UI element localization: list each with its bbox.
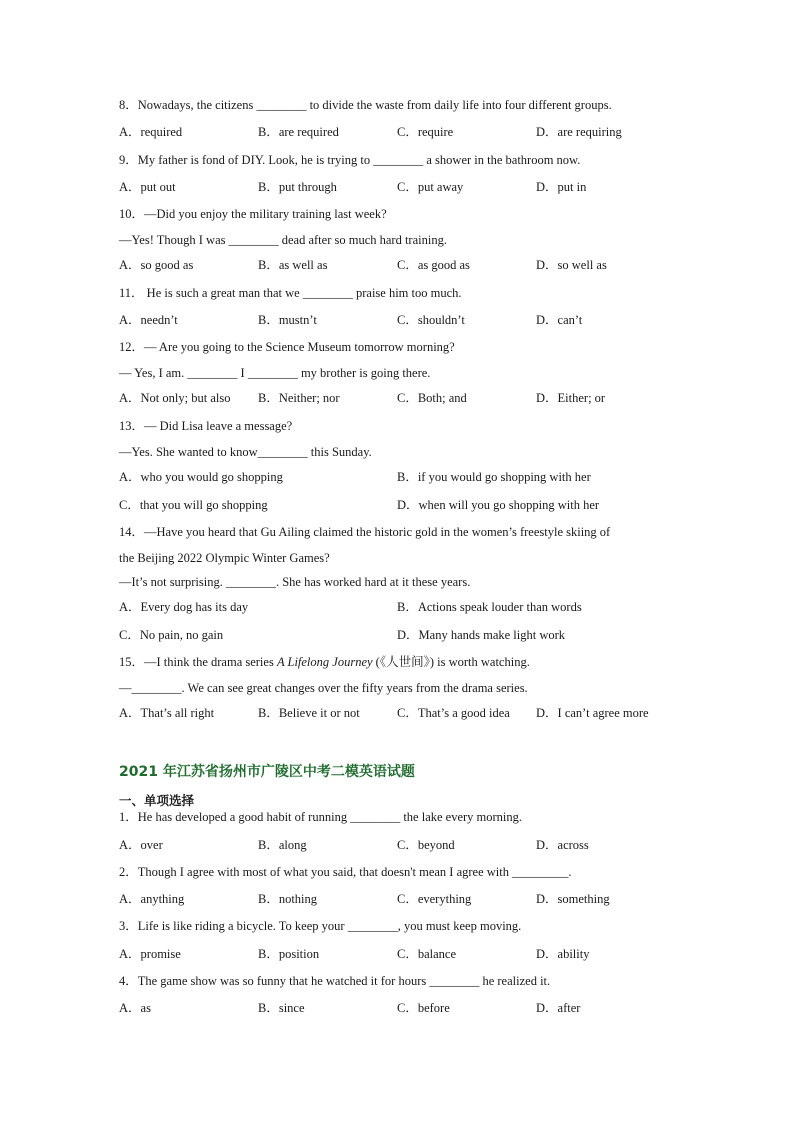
option-a: A．who you would go shopping xyxy=(119,470,283,484)
question-3-stem: 3．Life is like riding a bicycle. To keep your ________, you must keep moving. xyxy=(119,919,522,933)
option-b: B．Actions speak louder than words xyxy=(397,600,582,614)
option-a: A．Every dog has its day xyxy=(119,600,249,614)
question-14-reply: —It’s not surprising. ________. She has worked hard at it these years. xyxy=(119,575,471,589)
question-14-stem-continued: the Beijing 2022 Olympic Winter Games? xyxy=(119,551,330,565)
question-2-stem: 2．Though I agree with most of what you said, that doesn't mean I agree with _________. xyxy=(119,865,572,879)
question-12-stem: 12．— Are you going to the Science Museum tomorrow morning? xyxy=(119,340,455,354)
option-c: C．that you will go shopping xyxy=(119,498,268,512)
option-b: B．Believe it or not xyxy=(258,706,360,720)
option-c: C．Both; and xyxy=(397,391,467,405)
question-4-options xyxy=(119,1000,679,1016)
option-b: B．as well as xyxy=(258,258,328,272)
question-14-options-row1 xyxy=(119,599,679,615)
question-1-options xyxy=(119,837,679,853)
option-a: A．required xyxy=(119,125,183,139)
question-4-stem: 4．The game show was so funny that he watched it for hours ________ he realized it. xyxy=(119,974,551,988)
option-a: A．put out xyxy=(119,180,176,194)
option-d: D．something xyxy=(536,892,610,906)
question-15-stem-end: (《人世间》) is worth watching. xyxy=(372,655,530,669)
option-a: A．anything xyxy=(119,892,185,906)
option-a: A．That’s all right xyxy=(119,706,215,720)
option-d: D．so well as xyxy=(536,258,607,272)
option-a: A．as xyxy=(119,1001,151,1015)
question-13-reply: —Yes. She wanted to know________ this Sunday. xyxy=(119,445,372,459)
question-9-options xyxy=(119,179,679,195)
option-c: C．shouldn’t xyxy=(397,313,465,327)
question-12-options xyxy=(119,390,679,406)
question-2-options xyxy=(119,891,679,907)
option-b: B．position xyxy=(258,947,320,961)
option-d: D．ability xyxy=(536,947,590,961)
option-c: C．as good as xyxy=(397,258,470,272)
exam-title: 2021 年江苏省扬州市广陵区中考二模英语试题 xyxy=(119,764,415,780)
option-d: D．Many hands make light work xyxy=(397,628,566,642)
option-c: C．No pain, no gain xyxy=(119,628,224,642)
question-11-options xyxy=(119,312,679,328)
question-15-options xyxy=(119,705,679,721)
option-c: C．balance xyxy=(397,947,457,961)
option-b: B．are required xyxy=(258,125,339,139)
question-11-stem: 11． He is such a great man that we ________ praise him too much. xyxy=(119,286,462,300)
question-13-options-row1 xyxy=(119,469,679,485)
option-c: C．everything xyxy=(397,892,472,906)
option-a: A．over xyxy=(119,838,163,852)
question-9-stem: 9．My father is fond of DIY. Look, he is trying to ________ a shower in the bathroom now. xyxy=(119,153,581,167)
question-3-options xyxy=(119,946,679,962)
option-c: C．before xyxy=(397,1001,450,1015)
option-d: D．across xyxy=(536,838,589,852)
option-b: B．mustn’t xyxy=(258,313,317,327)
option-b: B．since xyxy=(258,1001,305,1015)
option-a: A．Not only; but also xyxy=(119,391,231,405)
question-14-stem: 14．—Have you heard that Gu Ailing claimed the historic gold in the women’s freestyle skiing of xyxy=(119,525,611,539)
option-d: D．are requiring xyxy=(536,125,622,139)
option-d: D．put in xyxy=(536,180,587,194)
option-a: A．needn’t xyxy=(119,313,178,327)
question-12-reply: — Yes, I am. ________ I ________ my brother is going there. xyxy=(119,366,431,380)
question-10-reply: —Yes! Though I was ________ dead after so much hard training. xyxy=(119,233,447,247)
question-15-stem-start: 15．—I think the drama series xyxy=(119,655,277,669)
question-8-options xyxy=(119,124,679,140)
option-b: B．nothing xyxy=(258,892,318,906)
option-b: B．if you would go shopping with her xyxy=(397,470,591,484)
option-d: D．Either; or xyxy=(536,391,606,405)
option-b: B．Neither; nor xyxy=(258,391,340,405)
option-d: D．I can’t agree more xyxy=(536,706,649,720)
option-d: D．after xyxy=(536,1001,581,1015)
option-c: C．beyond xyxy=(397,838,455,852)
question-14-options-row2 xyxy=(119,627,679,643)
option-d: D．can’t xyxy=(536,313,583,327)
option-b: B．put through xyxy=(258,180,337,194)
question-10-options xyxy=(119,257,679,273)
option-a: A．promise xyxy=(119,947,181,961)
option-a: A．so good as xyxy=(119,258,194,272)
option-c: C．That’s a good idea xyxy=(397,706,510,720)
question-10-stem: 10．—Did you enjoy the military training last week? xyxy=(119,207,387,221)
drama-title: A Lifelong Journey xyxy=(276,655,373,669)
question-1-stem: 1．He has developed a good habit of running ________ the lake every morning. xyxy=(119,810,523,824)
option-b: B．along xyxy=(258,838,307,852)
section-title: 一、单项选择 xyxy=(119,793,195,808)
question-8-stem: 8．Nowadays, the citizens ________ to divide the waste from daily life into four different groups. xyxy=(119,98,612,112)
question-13-options-row2 xyxy=(119,497,679,513)
option-c: C．require xyxy=(397,125,454,139)
option-c: C．put away xyxy=(397,180,464,194)
question-13-stem: 13．— Did Lisa leave a message? xyxy=(119,419,293,433)
option-d: D．when will you go shopping with her xyxy=(397,498,600,512)
question-15-reply: —________. We can see great changes over the fifty years from the drama series. xyxy=(119,681,528,695)
question-15-stem xyxy=(119,654,530,670)
